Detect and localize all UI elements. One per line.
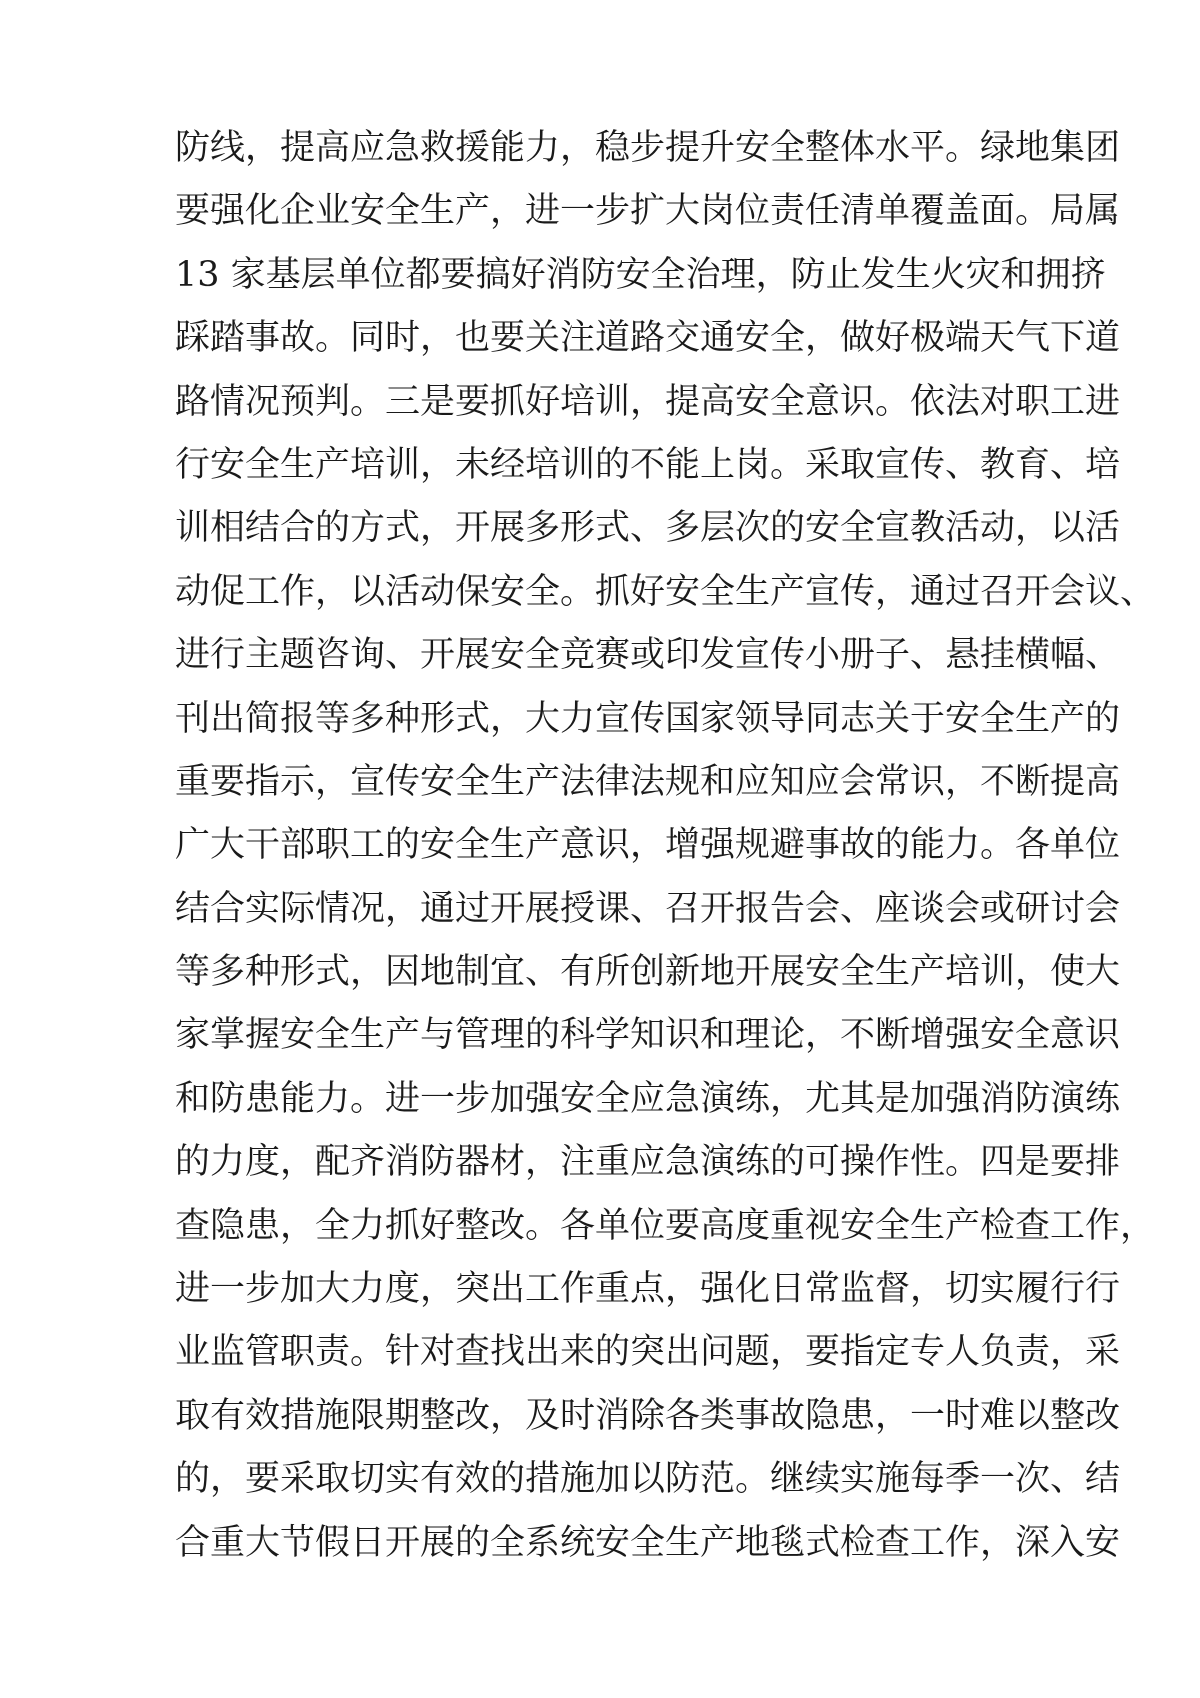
text-line-3: 13 家基层单位都要搞好消防安全治理，防止发生火灾和拥挤 <box>175 254 1106 295</box>
body-text <box>175 117 1156 1575</box>
text-line-2: 要强化企业安全生产，进一步扩大岗位责任清单覆盖面。局属 <box>175 191 1121 232</box>
text-line-9: 进行主题咨询、开展安全竞赛或印发宣传小册子、悬挂横幅、 <box>175 635 1121 676</box>
text-line-1: 防线，提高应急救援能力，稳步提升安全整体水平。绿地集团 <box>175 128 1121 168</box>
text-line-11: 重要指示，宣传安全生产法律法规和应知应会常识，不断提高 <box>175 761 1121 802</box>
text-line-8: 动促工作，以活动保安全。抓好安全生产宣传，通过召开会议、 <box>175 571 1156 612</box>
text-line-7: 训相结合的方式，开展多形式、多层次的安全宣教活动，以活 <box>175 508 1121 549</box>
text-line-17: 的力度，配齐消防器材，注重应急演练的可操作性。四是要排 <box>175 1142 1121 1183</box>
text-line-13: 结合实际情况，通过开展授课、召开报告会、座谈会或研讨会 <box>175 888 1121 929</box>
text-line-14: 等多种形式，因地制宜、有所创新地开展安全生产培训，使大 <box>175 952 1121 993</box>
text-line-5: 路情况预判。三是要抓好培训，提高安全意识。依法对职工进 <box>175 381 1121 422</box>
text-line-21: 取有效措施限期整改，及时消除各类事故隐患，一时难以整改 <box>175 1395 1121 1436</box>
text-line-15: 家掌握安全生产与管理的科学知识和理论，不断增强安全意识 <box>175 1015 1121 1056</box>
text-line-18: 查隐患，全力抓好整改。各单位要高度重视安全生产检查工作， <box>175 1205 1156 1246</box>
text-line-12: 广大干部职工的安全生产意识，增强规避事故的能力。各单位 <box>175 825 1121 866</box>
text-line-4: 踩踏事故。同时，也要关注道路交通安全，做好极端天气下道 <box>175 318 1121 359</box>
text-line-23: 合重大节假日开展的全系统安全生产地毯式检查工作，深入安 <box>175 1522 1121 1563</box>
text-line-6: 行安全生产培训，未经培训的不能上岗。采取宣传、教育、培 <box>175 444 1121 485</box>
text-line-19: 进一步加大力度，突出工作重点，强化日常监督，切实履行行 <box>175 1269 1121 1310</box>
text-line-16: 和防患能力。进一步加强安全应急演练，尤其是加强消防演练 <box>175 1078 1121 1119</box>
text-line-22: 的，要采取切实有效的措施加以防范。继续实施每季一次、结 <box>175 1459 1121 1500</box>
text-line-20: 业监管职责。针对查找出来的突出问题，要指定专人负责，采 <box>175 1332 1121 1373</box>
text-line-10: 刊出简报等多种形式，大力宣传国家领导同志关于安全生产的 <box>175 698 1121 739</box>
